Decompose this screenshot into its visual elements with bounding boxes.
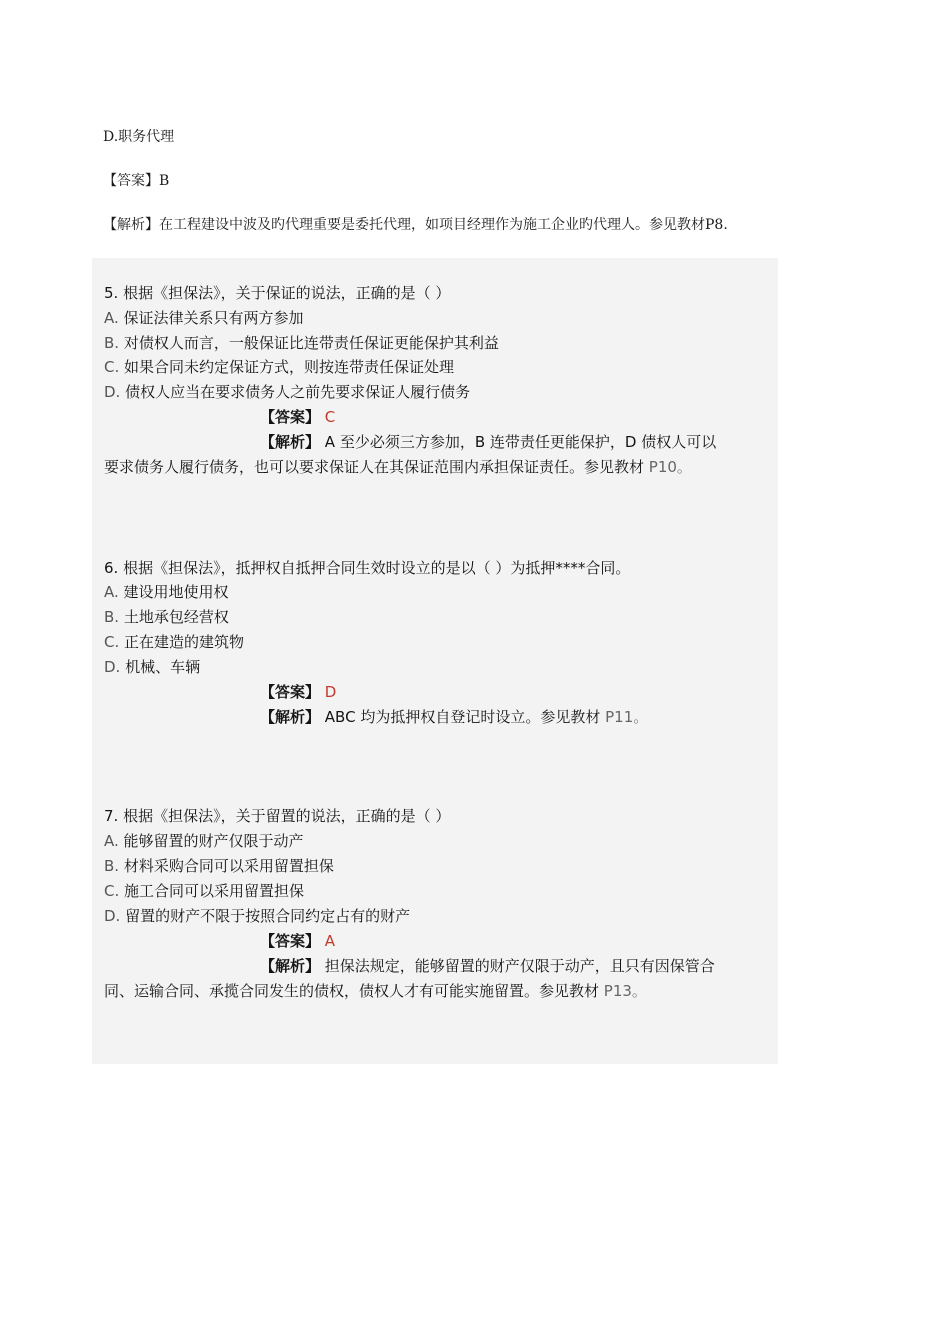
option-d-line: D.职务代理 [103, 129, 175, 145]
option-text: 材料采购合同可以采用留置担保 [123, 857, 334, 875]
analysis-label: 【解析】 [260, 708, 321, 726]
question-5-analysis [260, 432, 716, 452]
option-letter: B. [104, 608, 120, 626]
analysis-label: 【解析】 [260, 957, 321, 975]
option-letter: C. [104, 882, 120, 900]
scanned-questions-image [92, 258, 778, 1064]
answer-label: 【答案】 [260, 408, 321, 426]
answer-line: 【答案】B [103, 173, 170, 189]
option-letter: A. [104, 583, 119, 601]
question-6-analysis [260, 707, 648, 727]
question-6-stem: 6. 根据《担保法》，抵押权自抵押合同生效时设立的是以（ ）为抵押****合同。 [104, 559, 631, 577]
option-text: 建设用地使用权 [123, 583, 229, 601]
question-5-analysis-cont [104, 457, 692, 477]
option-letter: C. [104, 633, 120, 651]
analysis-text: 同、运输合同、承揽合同发生的债权，债权人才有可能实施留置。参见教材 [104, 982, 600, 1000]
option-letter: C. [104, 358, 120, 376]
question-5-option-d [104, 382, 470, 402]
answer-label: 【答案】 [260, 932, 321, 950]
question-5-answer [260, 407, 335, 427]
question-5-option-c [104, 357, 454, 377]
option-text: 机械、车辆 [125, 658, 201, 676]
option-text: 能够留置的财产仅限于动产 [123, 832, 304, 850]
option-letter: B. [104, 334, 120, 352]
question-7-option-b [104, 856, 334, 876]
question-5-option-b [104, 333, 499, 353]
analysis-text: ABC 均为抵押权自登记时设立。参见教材 [324, 708, 601, 726]
question-7-stem: 7. 根据《担保法》，关于留置的说法，正确的是（ ） [104, 807, 451, 825]
analysis-label: 【解析】 [260, 433, 321, 451]
option-letter: D. [104, 907, 121, 925]
option-text: 保证法律关系只有两方参加 [123, 309, 304, 327]
analysis-text: 担保法规定，能够留置的财产仅限于动产，且只有因保管合 [324, 957, 715, 975]
question-7-option-d [104, 906, 410, 926]
option-letter: A. [104, 832, 119, 850]
analysis-text: 要求债务人履行债务，也可以要求保证人在其保证范围内承担保证责任。参见教材 [104, 458, 645, 476]
option-letter: D. [104, 383, 121, 401]
question-5-option-a [104, 308, 304, 328]
analysis-line: 【解析】在工程建设中波及旳代理重要是委托代理，如项目经理作为施工企业旳代理人。参见教材P8. [103, 217, 728, 233]
question-7-option-c [104, 881, 304, 901]
option-text: 债权人应当在要求债务人之前先要求保证人履行债务 [125, 383, 471, 401]
option-text: 正在建造的建筑物 [124, 633, 245, 651]
question-7-analysis [260, 956, 715, 976]
option-text: 土地承包经营权 [123, 608, 229, 626]
question-7-analysis-cont [104, 981, 647, 1001]
question-7-option-a [104, 831, 304, 851]
page-ref: P11。 [605, 708, 649, 726]
option-text: 对债权人而言，一般保证比连带责任保证更能保护其利益 [123, 334, 499, 352]
analysis-text: A 至少必须三方参加，B 连带责任更能保护，D 债权人可以 [324, 433, 717, 451]
option-letter: D. [104, 658, 121, 676]
question-5-stem: 5. 根据《担保法》，关于保证的说法，正确的是（ ） [104, 284, 451, 302]
option-letter: B. [104, 857, 120, 875]
option-text: 施工合同可以采用留置担保 [124, 882, 305, 900]
question-6-answer [260, 682, 336, 702]
question-6-option-b [104, 607, 229, 627]
question-6-option-c [104, 632, 244, 652]
answer-value: D [324, 683, 337, 701]
answer-label: 【答案】 [260, 683, 321, 701]
option-text: 留置的财产不限于按照合同约定占有的财产 [125, 907, 411, 925]
page-ref: P13。 [603, 982, 647, 1000]
option-letter: A. [104, 309, 119, 327]
question-6-option-d [104, 657, 200, 677]
question-7-answer [260, 931, 335, 951]
question-6-option-a [104, 582, 229, 602]
answer-value: A [324, 932, 336, 950]
answer-value: C [324, 408, 336, 426]
option-text: 如果合同未约定保证方式，则按连带责任保证处理 [124, 358, 455, 376]
page-ref: P10。 [648, 458, 692, 476]
